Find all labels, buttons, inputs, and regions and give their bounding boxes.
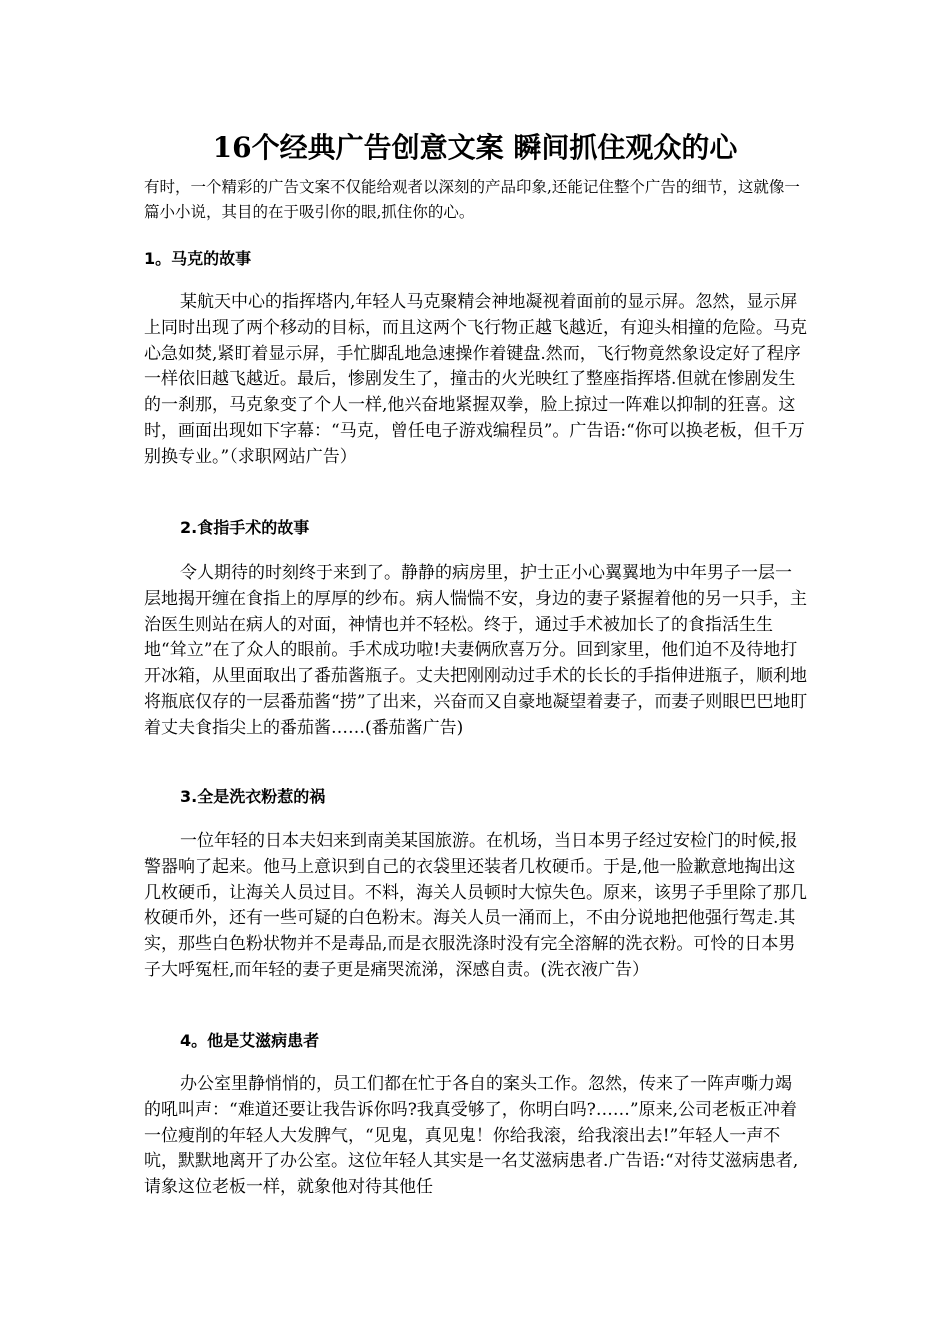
- section-heading: 2.食指手术的故事: [180, 518, 310, 537]
- section-paragraph: 办公室里静悄悄的，员工们都在忙于各自的案头工作。忽然，传来了一阵声嘶力竭的吼叫声：“难道还要让我告诉你吗?我真受够了，你明白吗?……”原来,公司老板正冲着一位瘦削的年轻人大发脾气，“见鬼，真见鬼！你给我滚，给我滚出去!”年轻人一声不吭，默默地离开了办公室。这位年轻人其实是一名艾滋病患者.广告语:“对待艾滋病患者,请象这位老板一样，就象他对待其他任: [144, 1074, 799, 1198]
- intro-paragraph: 有时，一个精彩的广告文案不仅能给观者以深刻的产品印象,还能记住整个广告的细节，这就像一篇小小说，其目的在于吸引你的眼,抓住你的心。: [144, 178, 800, 221]
- section-heading: 4。他是艾滋病患者: [180, 1031, 320, 1050]
- section-paragraph: 令人期待的时刻终于来到了。静静的病房里，护士正小心翼翼地为中年男子一层一层地揭开缠在食指上的厚厚的纱布。病人惴惴不安，身边的妻子紧握着他的另一只手，主治医生则站在病人的对面，神情也并不轻松。终于，通过手术被加长了的食指活生生地“耸立”在了众人的眼前。手术成功啦!夫妻俩欣喜万分。回到家里，他们迫不及待地打开冰箱，从里面取出了番茄酱瓶子。丈夫把刚刚动过手术的长长的手指伸进瓶子，顺利地将瓶底仅存的一层番茄酱“捞”了出来，兴奋而又自豪地凝望着妻子，而妻子则眼巴巴地盯着丈夫食指尖上的番茄酱……(番茄酱广告): [144, 563, 808, 738]
- section-paragraph: 某航天中心的指挥塔内,年轻人马克聚精会神地凝视着面前的显示屏。忽然，显示屏上同时出现了两个移动的目标，而且这两个飞行物正越飞越近，有迎头相撞的危险。马克心急如焚,紧盯着显示屏，手忙脚乱地急速操作着键盘.然而，飞行物竟然象设定好了程序一样依旧越飞越近。最后，惨剧发生了，撞击的火光映红了整座指挥塔.但就在惨剧发生的一刹那，马克象变了个人一样,他兴奋地紧握双拳，脸上掠过一阵难以抑制的狂喜。这时，画面出现如下字幕：“马克，曾任电子游戏编程员”。广告语:“你可以换老板，但千万别换专业。”（求职网站广告）: [144, 292, 807, 467]
- section-heading: 1。马克的故事: [144, 249, 252, 268]
- section-paragraph: 一位年轻的日本夫妇来到南美某国旅游。在机场，当日本男子经过安检门的时候,报警器响了起来。他马上意识到自己的衣袋里还装者几枚硬币。于是,他一脸歉意地掏出这几枚硬币，让海关人员过目。不料，海关人员顿时大惊失色。原来，该男子手里除了那几枚硬币外，还有一些可疑的白色粉末。海关人员一涌而上，不由分说地把他强行驾走.其实，那些白色粉状物并不是毒品,而是衣服洗涤时没有完全溶解的洗衣粉。可怜的日本男子大呼冤枉,而年轻的妻子更是痛哭流涕，深感自责。(洗衣液广告）: [144, 831, 807, 980]
- document-title: 16个经典广告创意文案 瞬间抓住观众的心: [212, 131, 738, 164]
- section-heading: 3.全是洗衣粉惹的祸: [180, 787, 326, 806]
